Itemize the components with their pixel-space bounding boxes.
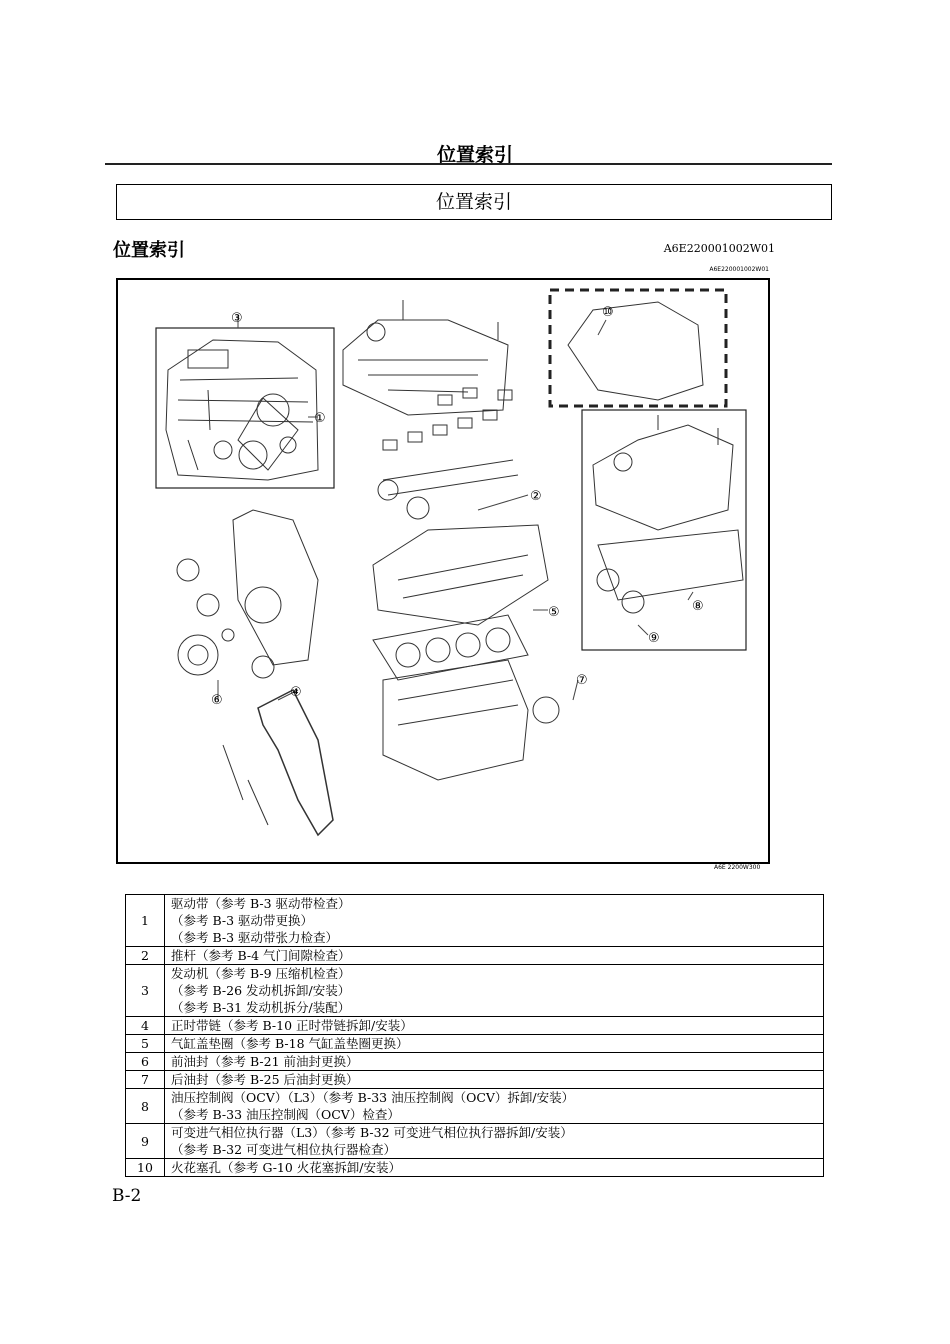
- description-line: 发动机（参考 B-9 压缩机检查）: [171, 966, 351, 981]
- description-line: （参考 B-3 驱动带更换）: [171, 913, 314, 928]
- camshaft-drawing: [378, 388, 518, 519]
- description-line: 火花塞孔（参考 G-10 火花塞拆卸/安装）: [171, 1160, 402, 1175]
- section-title-box: 位置索引: [116, 184, 832, 220]
- table-row: [126, 1124, 824, 1159]
- spark-plug-cover-drawing: [568, 302, 703, 400]
- table-row: [126, 947, 824, 965]
- row-description: [165, 1017, 824, 1035]
- head-gasket-drawing: [373, 615, 528, 680]
- description-line: 前油封（参考 B-21 前油封更换）: [171, 1054, 359, 1069]
- callout-5: ⑤: [548, 605, 560, 620]
- cylinder-block-drawing: [383, 660, 528, 780]
- ocv-vvt-drawing: [593, 415, 743, 613]
- row-number: 3: [126, 965, 165, 1017]
- row-description: [165, 1089, 824, 1124]
- description-line: （参考 B-31 发动机拆分/装配）: [171, 1000, 351, 1015]
- description-line: 推杆（参考 B-4 气门间隙检查）: [171, 948, 351, 963]
- callout-8: ⑧: [692, 599, 704, 614]
- engine-assembly-drawing: [166, 340, 318, 480]
- row-number: 2: [126, 947, 165, 965]
- callout-6: ⑥: [211, 693, 223, 708]
- callout-10: ⑩: [602, 305, 614, 320]
- description-line: 气缸盖垫圈（参考 B-18 气缸盖垫圈更换）: [171, 1036, 409, 1051]
- table-row: [126, 1035, 824, 1053]
- table-row: [126, 1053, 824, 1071]
- callout-3: ③: [231, 311, 243, 326]
- callout-9: ⑨: [648, 631, 660, 646]
- callout-4: ④: [290, 685, 302, 700]
- row-number: 7: [126, 1071, 165, 1089]
- location-index-table: [125, 894, 824, 1177]
- row-number: 5: [126, 1035, 165, 1053]
- header-rule: [105, 163, 832, 165]
- rear-oil-seal-drawing: [533, 697, 559, 723]
- row-number: 9: [126, 1124, 165, 1159]
- callout-2: ②: [530, 489, 542, 504]
- pulleys-drawing: [177, 559, 274, 678]
- page-number: B-2: [112, 1186, 142, 1206]
- row-description: [165, 895, 824, 947]
- row-description: [165, 1053, 824, 1071]
- table-row: [126, 1089, 824, 1124]
- row-number: 10: [126, 1159, 165, 1177]
- ocv-vvt-inset: [582, 410, 746, 650]
- description-line: （参考 B-26 发动机拆卸/安装）: [171, 983, 351, 998]
- figure-code-bottom: A6E 2200W300: [714, 864, 761, 871]
- table-row: [126, 1159, 824, 1177]
- document-code: A6E220001002W01: [663, 242, 775, 255]
- row-number: 1: [126, 895, 165, 947]
- row-number: 4: [126, 1017, 165, 1035]
- row-number: 8: [126, 1089, 165, 1124]
- table-row: [126, 895, 824, 947]
- figure-code-top: A6E220001002W01: [709, 266, 769, 273]
- table-row: [126, 1071, 824, 1089]
- valve-cover-drawing: [343, 300, 508, 415]
- row-description: [165, 947, 824, 965]
- description-line: （参考 B-3 驱动带张力检查）: [171, 930, 339, 945]
- row-description: [165, 1159, 824, 1177]
- table-row: [126, 965, 824, 1017]
- timing-chain-drawing: [258, 690, 333, 835]
- callout-7: ⑦: [576, 673, 588, 688]
- timing-cover-drawing: [233, 510, 318, 665]
- description-line: （参考 B-33 油压控制阀（OCV）检查）: [171, 1107, 400, 1122]
- table-row: [126, 1017, 824, 1035]
- cylinder-head-drawing: [373, 525, 548, 625]
- page-header-title: 位置索引: [436, 144, 513, 166]
- description-line: 驱动带（参考 B-3 驱动带检查）: [171, 896, 351, 911]
- description-line: 后油封（参考 B-25 后油封更换）: [171, 1072, 359, 1087]
- description-line: 可变进气相位执行器（L3）（参考 B-32 可变进气相位执行器拆卸/安装）: [171, 1125, 573, 1140]
- section-heading: 位置索引: [113, 240, 185, 261]
- row-description: [165, 965, 824, 1017]
- engine-diagram-svg: [118, 280, 768, 862]
- engine-assembly-inset: [156, 328, 334, 488]
- callout-1: ①: [314, 411, 326, 426]
- engine-exploded-diagram: [116, 278, 770, 864]
- description-line: 正时带链（参考 B-10 正时带链拆卸/安装）: [171, 1018, 413, 1033]
- row-description: [165, 1035, 824, 1053]
- row-description: [165, 1071, 824, 1089]
- description-line: 油压控制阀（OCV）（L3）（参考 B-33 油压控制阀（OCV）拆卸/安装）: [171, 1090, 575, 1105]
- row-description: [165, 1124, 824, 1159]
- description-line: （参考 B-32 可变进气相位执行器检查）: [171, 1142, 396, 1157]
- row-number: 6: [126, 1053, 165, 1071]
